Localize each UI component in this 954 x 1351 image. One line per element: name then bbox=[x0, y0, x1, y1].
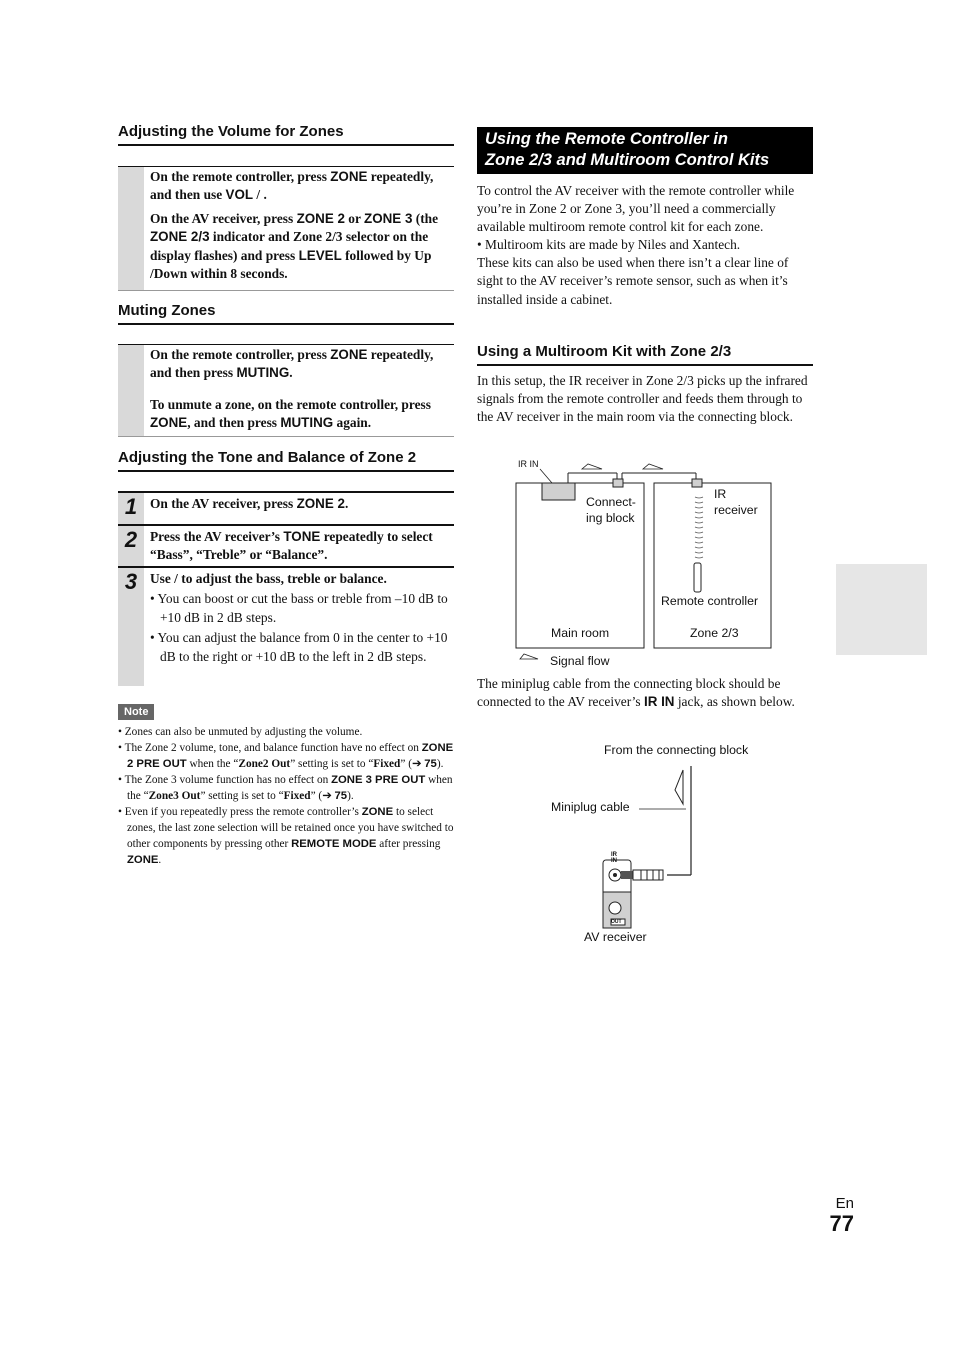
section-heading-muting: Muting Zones bbox=[118, 302, 454, 325]
jack-out-label: OUT bbox=[611, 919, 622, 925]
step-text: Press the AV receiver’s TONE repeatedly to select “Bass”, “Treble” or “Balance”. bbox=[150, 529, 433, 563]
mute-instruction-1: On the remote controller, press ZONE repeatedly, and then press MUTING. bbox=[150, 347, 434, 381]
page-number: 77 bbox=[829, 1211, 854, 1236]
av-receiver-label: AV receiver bbox=[584, 930, 647, 944]
notes-list bbox=[118, 724, 456, 868]
note-item: • Zones can also be unmuted by adjusting the volume. bbox=[118, 726, 363, 738]
step-bullet: • You can boost or cut the bass or treble from –10 dB to +10 dB in 2 dB steps. bbox=[150, 591, 448, 625]
step-3 bbox=[118, 566, 454, 686]
step-2 bbox=[118, 524, 454, 566]
main-room-label: Main room bbox=[551, 626, 610, 640]
page-number-block bbox=[830, 1195, 854, 1236]
connecting-block-icon bbox=[542, 483, 575, 500]
step-bullet: • You can adjust the balance from 0 in the center to +10 dB to the right or +10 dB to the left in 2 dB steps. bbox=[150, 630, 448, 664]
cable-direction-arrow-icon bbox=[675, 770, 683, 804]
mute-instruction-2: To unmute a zone, on the remote controller, press ZONE, and then press MUTING again. bbox=[150, 396, 431, 431]
step-number: 2 bbox=[118, 526, 144, 566]
step-text: On the AV receiver, press ZONE 2. bbox=[150, 496, 349, 511]
signal-arrow-icon bbox=[582, 464, 602, 469]
language-code: En bbox=[835, 1195, 854, 1212]
step-1 bbox=[118, 491, 454, 524]
signal-flow-legend-icon bbox=[520, 654, 538, 659]
box-side-bar bbox=[118, 167, 144, 290]
connector-icon bbox=[613, 479, 623, 487]
from-connecting-block-label: From the connecting block bbox=[604, 743, 749, 757]
note-item: • The Zone 3 volume function has no effect on ZONE 3 PRE OUT when the “Zone3 Out” setting is set to “Fixed” (➔ 75). bbox=[118, 774, 453, 802]
step-text: Use / to adjust the bass, treble or balance. • You can boost or cut the bass or treble from –10 dB to +10 dB in 2 dB steps. • You can adjust the balance from 0 in the center to +10 dB to the right or +10 dB to the left in 2 dB steps. bbox=[150, 568, 454, 666]
signal-arrow-icon bbox=[643, 464, 663, 469]
miniplug-cable-label: Miniplug cable bbox=[551, 800, 630, 814]
ir-out-jack-icon bbox=[609, 902, 621, 914]
note-item: • Even if you repeatedly press the remote controller’s ZONE to select zones, the last zone selection will be retained once you have switched to other components by pressing other REMOTE MODE after pressing ZONE. bbox=[118, 806, 454, 866]
note-label: Note bbox=[118, 704, 154, 720]
ir-receiver-icon bbox=[692, 479, 702, 487]
miniplug-paragraph: The miniplug cable from the connecting block should be connected to the AV receiver’s IR IN jack, as shown below. bbox=[477, 676, 795, 710]
vol-instruction-1: On the remote controller, press ZONE repeatedly, and then use VOL / . bbox=[150, 169, 434, 203]
chapter-side-tab bbox=[836, 564, 927, 655]
signal-flow-label: Signal flow bbox=[550, 654, 610, 668]
infrared-waves-icon bbox=[695, 497, 703, 558]
remote-controller-label: Remote controller bbox=[661, 594, 759, 608]
subheading-multiroom-kit: Using a Multiroom Kit with Zone 2/3 bbox=[477, 343, 813, 366]
intro-paragraph: To control the AV receiver with the remote controller while you’re in Zone 2 or Zone 3, you’ll need a commercially available multiroom remote control kit for each zone. • Multiroom kits are made by Niles and Xantech. These kits can also be used when there isn’t a clear line of sight to the AV receiver’s remote sensor, such as when it’s installed inside a cabinet. bbox=[477, 183, 795, 307]
instruction-box-muting bbox=[118, 344, 454, 437]
section-banner: Using the Remote Controller in Zone 2/3 and Multiroom Control Kits bbox=[477, 127, 813, 174]
kit-paragraph: In this setup, the IR receiver in Zone 2/3 picks up the infrared signals from the remote controller and feeds them through to the AV receiver in the main room via the connecting block. bbox=[477, 373, 808, 425]
step-number: 1 bbox=[118, 493, 144, 524]
box-side-bar bbox=[118, 345, 144, 436]
section-heading-tone: Adjusting the Tone and Balance of Zone 2 bbox=[118, 449, 454, 472]
remote-controller-icon bbox=[694, 563, 701, 592]
section-heading-volume: Adjusting the Volume for Zones bbox=[118, 123, 454, 146]
miniplug-diagram bbox=[595, 760, 705, 932]
zone-label: Zone 2/3 bbox=[690, 626, 739, 640]
instruction-box-volume bbox=[118, 166, 454, 291]
step-number: 3 bbox=[118, 568, 144, 686]
note-item: • The Zone 2 volume, tone, and balance function have no effect on ZONE 2 PRE OUT when the “Zone2 Out” setting is set to “Fixed” (➔ 75). bbox=[118, 742, 454, 770]
vol-instruction-2: On the AV receiver, press ZONE 2 or ZONE 3 (the ZONE 2/3 indicator and Zone 2/3 selector on the display flashes) and press LEVEL followed by Up /Down within 8 seconds. bbox=[150, 210, 439, 282]
connecting-block-label: Connect- ing block bbox=[586, 495, 636, 525]
ir-in-label: IR IN bbox=[518, 459, 539, 469]
jack-ir-label: IR IN bbox=[611, 852, 617, 864]
ir-receiver-label: IR receiver bbox=[714, 487, 758, 517]
